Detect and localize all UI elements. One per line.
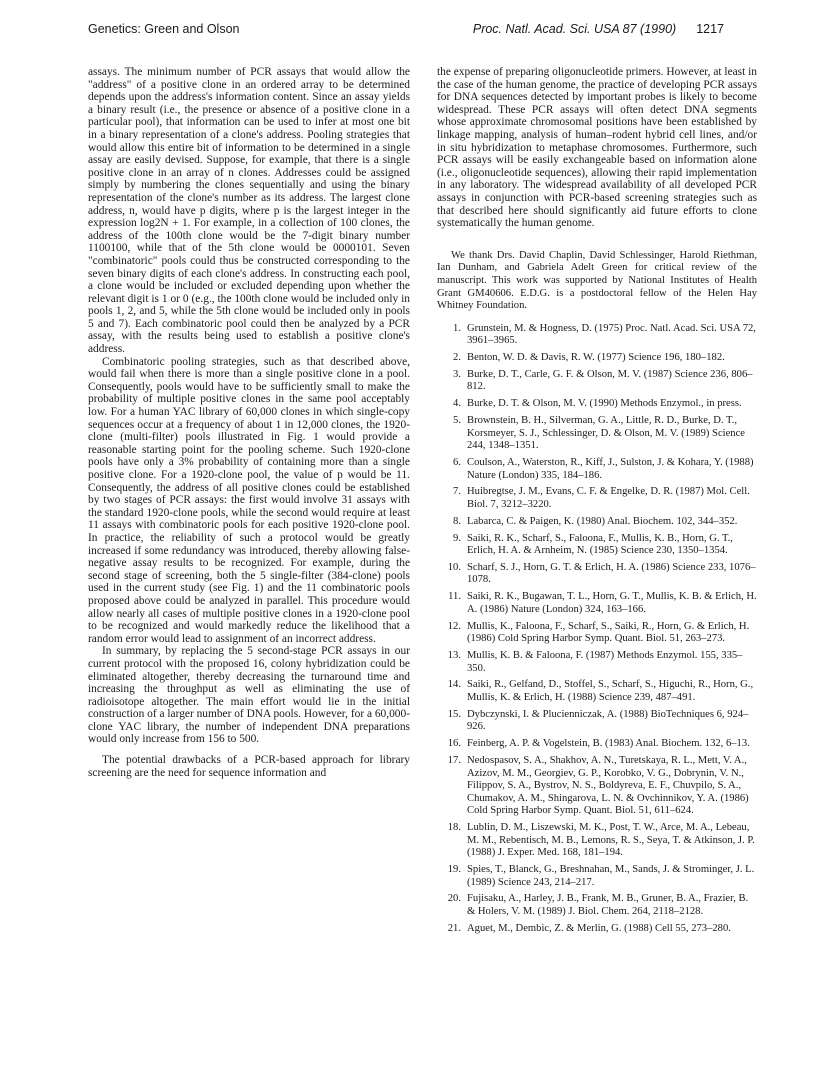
reference-number: 2. bbox=[453, 352, 461, 364]
reference-item bbox=[437, 457, 757, 482]
reference-number: 14. bbox=[447, 679, 461, 691]
reference-item bbox=[437, 323, 757, 348]
reference-text: Spies, T., Blanck, G., Breshnahan, M., Sands, J. & Strominger, J. L. (1989) Science 243, 214–217. bbox=[467, 864, 755, 888]
reference-item bbox=[437, 923, 757, 936]
reference-text: Lublin, D. M., Liszewski, M. K., Post, T. W., Arce, M. A., Lebeau, M. M., Rebentisch, M. B., Lemons, R. S., Seya, T. & Atkinson, J. P. (1988) J. Exper. Med. 168, 181–194. bbox=[467, 822, 755, 859]
reference-number: 15. bbox=[447, 708, 461, 720]
reference-text: Nedospasov, S. A., Shakhov, A. N., Turetskaya, R. L., Mett, V. A., Azizov, M. M., Georgiev, G. P., Korobko, V. G., Dobrynin, V. N., Filippov, S. A., Bystrov, N. S., Boldyreva, E. F., Chuvpilo, S. A., Chumakov, A. M., Shingarova, L. N. & Ovchinnikov, Y. A. (1986) Cold Spring Harbor Symp. Quant. Biol. 51, 611–624. bbox=[467, 754, 749, 817]
reference-item bbox=[437, 562, 757, 587]
reference-item bbox=[437, 864, 757, 889]
reference-item bbox=[437, 516, 757, 529]
reference-item bbox=[437, 738, 757, 751]
reference-number: 12. bbox=[447, 620, 461, 632]
reference-text: Huibregtse, J. M., Evans, C. F. & Engelke, D. R. (1987) Mol. Cell. Biol. 7, 3212–3220. bbox=[467, 486, 750, 510]
reference-item bbox=[437, 369, 757, 394]
reference-text: Saiki, R., Gelfand, D., Stoffel, S., Scharf, S., Higuchi, R., Horn, G., Mullis, K. & Erlich, H. (1988) Science 239, 487–491. bbox=[467, 679, 754, 703]
reference-item bbox=[437, 650, 757, 675]
reference-item bbox=[437, 709, 757, 734]
reference-item bbox=[437, 486, 757, 511]
running-header bbox=[88, 22, 724, 40]
reference-number: 20. bbox=[447, 893, 461, 905]
reference-text: Mullis, K., Faloona, F., Scharf, S., Saiki, R., Horn, G. & Erlich, H. (1986) Cold Spring Harbor Symp. Quant. Biol. 51, 263–273. bbox=[467, 620, 750, 645]
reference-text: Saiki, R. K., Bugawan, T. L., Horn, G. T., Mullis, K. B. & Erlich, H. A. (1986) Nature (London) 324, 163–166. bbox=[467, 591, 757, 615]
reference-number: 13. bbox=[447, 650, 461, 661]
reference-text: Scharf, S. J., Horn, G. T. & Erlich, H. A. (1986) Science 233, 1076–1078. bbox=[467, 561, 756, 586]
page-number: 1217 bbox=[696, 22, 724, 36]
reference-text: Fujisaku, A., Harley, J. B., Frank, M. B., Gruner, B. A., Frazier, B. & Holers, V. M. (1989) J. Biol. Chem. 264, 2118–2128. bbox=[467, 893, 749, 917]
reference-item bbox=[437, 621, 757, 646]
journal-citation: Proc. Natl. Acad. Sci. USA 87 (1990) bbox=[472, 22, 677, 36]
reference-text: Mullis, K. B. & Faloona, F. (1987) Methods Enzymol. 155, 335–350. bbox=[467, 650, 743, 674]
reference-number: 17. bbox=[447, 754, 461, 766]
header-section-authors: Genetics: Green and Olson bbox=[88, 22, 240, 36]
reference-item bbox=[437, 415, 757, 453]
reference-text: Brownstein, B. H., Silverman, G. A., Little, R. D., Burke, D. T., Korsmeyer, S. J., Schlessinger, D. & Olson, M. V. (1989) Science 244, 1348–1351. bbox=[467, 415, 745, 452]
reference-text: Coulson, A., Waterston, R., Kiff, J., Sulston, J. & Kohara, Y. (1988) Nature (London) 335, 184–186. bbox=[467, 456, 754, 481]
reference-number: 1. bbox=[453, 322, 461, 334]
reference-list bbox=[437, 323, 757, 936]
paragraph-drawbacks: The potential drawbacks of a PCR-based approach for library screening are the need for sequence information and bbox=[88, 754, 410, 779]
right-column bbox=[437, 66, 757, 940]
reference-number: 18. bbox=[447, 822, 461, 834]
reference-text: Aguet, M., Dembic, Z. & Merlin, G. (1988) Cell 55, 273–280. bbox=[467, 922, 731, 934]
paragraph-summary: In summary, by replacing the 5 second-stage PCR assays in our current protocol with the proposed 16, colony hybridization could be eliminated altogether, thereby decreasing the turnaround time and increasing the throughput as well as eliminating the use of radioisotope altogether. The main effort would lie in the initial construction of a larger number of DNA pools. However, for a 60,000-clone YAC library, the number of independent DNA preparations would only increase from 156 to 500. bbox=[88, 645, 410, 746]
reference-number: 10. bbox=[447, 561, 461, 573]
reference-number: 7. bbox=[453, 486, 461, 498]
reference-number: 9. bbox=[453, 532, 461, 544]
reference-number: 5. bbox=[453, 415, 461, 426]
reference-text: Benton, W. D. & Davis, R. W. (1977) Science 196, 180–182. bbox=[467, 352, 725, 364]
reference-item bbox=[437, 679, 757, 704]
reference-number: 19. bbox=[447, 864, 461, 876]
reference-text: Labarca, C. & Paigen, K. (1980) Anal. Biochem. 102, 344–352. bbox=[467, 515, 738, 527]
reference-number: 4. bbox=[453, 398, 461, 410]
reference-text: Feinberg, A. P. & Vogelstein, B. (1983) Anal. Biochem. 132, 6–13. bbox=[467, 738, 750, 750]
header-journal-info bbox=[473, 22, 724, 36]
reference-text: Burke, D. T., Carle, G. F. & Olson, M. V. (1987) Science 236, 806–812. bbox=[467, 368, 753, 393]
reference-number: 6. bbox=[453, 456, 461, 468]
paragraph-drawbacks-continued: the expense of preparing oligonucleotide primers. However, at least in the case of the human genome, the practice of developing PCR assays for DNA sequences detected by important probes is likely to become widespread. These PCR assays will often detect DNA segments whose approximate chromosomal positions have been established by linkage mapping, analysis of human–rodent hybrid cell lines, and/or in situ hybridization to metaphase chromosomes. Furthermore, such PCR assays will be easily exchangeable based on information alone (i.e., oligonucleotide sequences), allowing their rapid implementation in any laboratory. The widespread availability of all developed PCR assays in conjunction with PCR-based screening strategies such as that described here should significantly aid future efforts to clone systematically the human genome. bbox=[437, 66, 757, 230]
paragraph-multiple-positives: Combinatoric pooling strategies, such as that described above, would fail when there is more than a single positive clone in a pool. Consequently, pools would have to be sufficiently small to make the probability of multiple positive clones in the same pool acceptably low. For a human YAC library of 60,000 clones in which single-copy sequences occur at a frequency of about 1 in 12,000 clones, the 1920-clone (multi-filter) pools illustrated in Fig. 1 would provide a reasonable starting point for the pooling scheme. Such 1920-clone pools have only a 3% probability of containing more than a single positive clone. For a 1920-clone pool, the value of p would be 11. Consequently, the address of all positive clones could be established by two stages of PCR assays: the first would involve 31 assays with the standard 1920-clone pools, while the second would require at least 11 assays with combinatoric pools for each positive 1920-clone pool. In practice, the reliability of such a protocol would be greatly increased if some redundancy was introduced, thereby allowing false-negative assay results to be recognized. For example, during the second stage of screening, both the 5 single-filter (384-clone) pools used in the current study (see Fig. 1) and the 11 combinatoric pools proposed above could be analyzed in parallel. This procedure would allow nearly all cases of multiple positive clones in a 1920-clone pool to be recognized and would markedly reduce the likelihood that a random error would lead to assignment of an incorrect address. bbox=[88, 355, 410, 645]
reference-item bbox=[437, 893, 757, 918]
acknowledgment: We thank Drs. David Chaplin, David Schlessinger, Harold Riethman, Ian Dunham, and Gabriela Adelt Green for critical review of the manuscript. This work was supported by National Institutes of Health Grant GM40606. E.D.G. is a postdoctoral fellow of the Helen Hay Whitney Foundation. bbox=[437, 249, 757, 312]
reference-number: 3. bbox=[453, 368, 461, 380]
reference-text: Grunstein, M. & Hogness, D. (1975) Proc. Natl. Acad. Sci. USA 72, 3961–3965. bbox=[467, 322, 756, 347]
reference-text: Burke, D. T. & Olson, M. V. (1990) Methods Enzymol., in press. bbox=[467, 398, 742, 410]
reference-item bbox=[437, 822, 757, 860]
reference-number: 21. bbox=[447, 922, 461, 934]
paragraph-combinatoric-addressing: assays. The minimum number of PCR assays that would allow the "address" of a positive clone in an ordered array to be determined depends upon the address's information content. Since an assay yields a binary result (i.e., the presence or absence of a positive clone in a particular pool), that information can be used to infer at most one bit in a binary representation of a clone's address. Pooling strategies that would allow this entire bit of information to be determined in a single assay are easily devised. Suppose, for example, that there is a single positive clone in an array of n clones. Addresses could be assigned simply by numbering the clones sequentially and using the binary representation of the clone's number as its address. The largest clone address, n, would have p digits, where p is the largest integer in the expression log2N + 1. For example, in a collection of 100 clones, the address of the 100th clone would be the 7-digit binary number 1100100, while that of the 5th clone would be 0000101. Seven "combinatoric" pools could thus be constructed corresponding to the seven binary digits of each clone's address. In constructing each pool, a clone would be included or excluded depending upon whether the relevant digit is 1 or 0 (e.g., the 100th clone would be included only in pools 1, 2, and 5, while the 5th clone would be included only in pools 5 and 7). Each combinatoric pool could then be analyzed by a PCR assay, with the results being used to establish a positive clone's address. bbox=[88, 66, 410, 356]
reference-item bbox=[437, 533, 757, 558]
reference-item bbox=[437, 755, 757, 818]
reference-text: Dybczynski, I. & Plucienniczak, A. (1988) BioTechniques 6, 924–926. bbox=[467, 708, 749, 733]
reference-item bbox=[437, 352, 757, 365]
reference-number: 11. bbox=[448, 591, 461, 603]
reference-number: 8. bbox=[453, 515, 461, 527]
left-column bbox=[88, 66, 410, 779]
reference-text: Saiki, R. K., Scharf, S., Faloona, F., Mullis, K. B., Horn, G. T., Erlich, H. A. & Arnheim, N. (1985) Science 230, 1350–1354. bbox=[467, 532, 733, 557]
reference-number: 16. bbox=[447, 738, 461, 750]
reference-item bbox=[437, 398, 757, 411]
reference-item bbox=[437, 591, 757, 616]
